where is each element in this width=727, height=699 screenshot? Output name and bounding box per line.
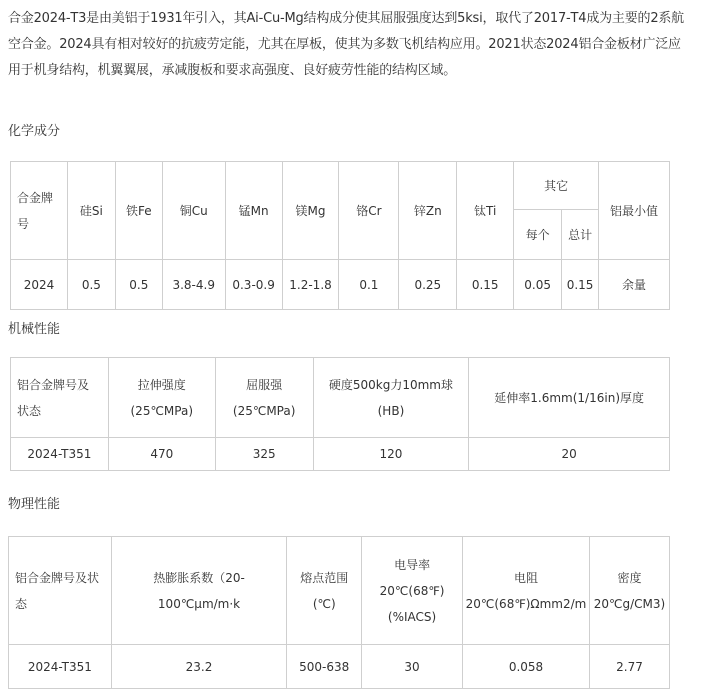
table-cell: 0.058 [463,645,590,689]
header-cell: 密度 20℃g/CM3) [589,537,669,645]
header-cell: 熔点范围 (℃) [287,537,362,645]
header-cell: 硬度500kg力10mm球 (HB) [313,358,469,438]
table-header-row [11,358,670,438]
table-cell: 20 [469,438,670,471]
intro-line: 空合金。2024具有相对较好的抗疲劳定能，尤其在厚板，使其为多数飞机结构应用。2021状态2024铝合金板材广泛应 [8,37,681,52]
table-header-row [9,537,670,645]
header-cell: 铁Fe [115,162,162,260]
table-cell: 2024 [11,260,68,310]
header-cell: 其它 [514,162,599,210]
header-cell: 镁Mg [282,162,339,260]
table-cell: 0.5 [67,260,115,310]
table-cell: 余量 [599,260,670,310]
header-cell: 热膨胀系数（20- 100℃μm/m·k [111,537,287,645]
physical-section-title: 物理性能 [8,497,61,512]
chemical-table [10,161,670,310]
table-row [11,438,670,471]
table-row [9,645,670,689]
header-cell: 钛Ti [457,162,514,260]
table-cell: 0.1 [339,260,399,310]
header-cell: 锰Mn [225,162,282,260]
chemical-section-title: 化学成分 [8,124,61,139]
table-cell: 0.3-0.9 [225,260,282,310]
table-cell: 325 [215,438,313,471]
table-cell: 500-638 [287,645,362,689]
header-cell: 锌Zn [399,162,457,260]
header-cell: 电阻 20℃(68℉)Ωmm2/m [463,537,590,645]
mechanical-table [10,357,670,471]
header-cell: 铝合金牌号及 状态 [11,358,109,438]
header-cell: 每个 [514,210,562,260]
header-cell: 屈服强 (25℃MPa) [215,358,313,438]
table-cell: 23.2 [111,645,287,689]
intro-line: 用于机身结构，机翼翼展，承减腹板和要求高强度、良好疲劳性能的结构区域。 [8,63,457,78]
table-cell: 2.77 [589,645,669,689]
intro-line: 合金2024-T3是由美铝于1931年引入，其Ai-Cu-Mg结构成分使其屈服强度达到5ksi，取代了2017-T4成为主要的2系航 [8,11,684,26]
mechanical-section-title: 机械性能 [8,322,61,337]
table-cell: 2024-T351 [9,645,112,689]
header-cell: 铝最小值 [599,162,670,260]
table-cell: 0.25 [399,260,457,310]
header-cell: 铜Cu [162,162,225,260]
header-cell: 电导率 20℃(68℉) (%IACS) [362,537,463,645]
header-cell: 合金牌 号 [11,162,68,260]
header-cell: 铝合金牌号及状 态 [9,537,112,645]
table-cell: 1.2-1.8 [282,260,339,310]
table-cell: 3.8-4.9 [162,260,225,310]
table-cell: 30 [362,645,463,689]
table-cell: 2024-T351 [11,438,109,471]
table-cell: 0.05 [514,260,562,310]
table-cell: 470 [108,438,215,471]
header-cell: 延伸率1.6mm(1/16in)厚度 [469,358,670,438]
table-cell: 0.5 [115,260,162,310]
table-cell: 0.15 [457,260,514,310]
header-cell: 拉伸强度 (25℃MPa) [108,358,215,438]
header-cell: 铬Cr [339,162,399,260]
physical-table [8,536,670,689]
table-cell: 0.15 [562,260,599,310]
table-header-row [11,162,670,210]
table-row [11,260,670,310]
table-cell: 120 [313,438,469,471]
header-cell: 硅Si [67,162,115,260]
intro-paragraph [8,6,720,84]
header-cell: 总计 [562,210,599,260]
